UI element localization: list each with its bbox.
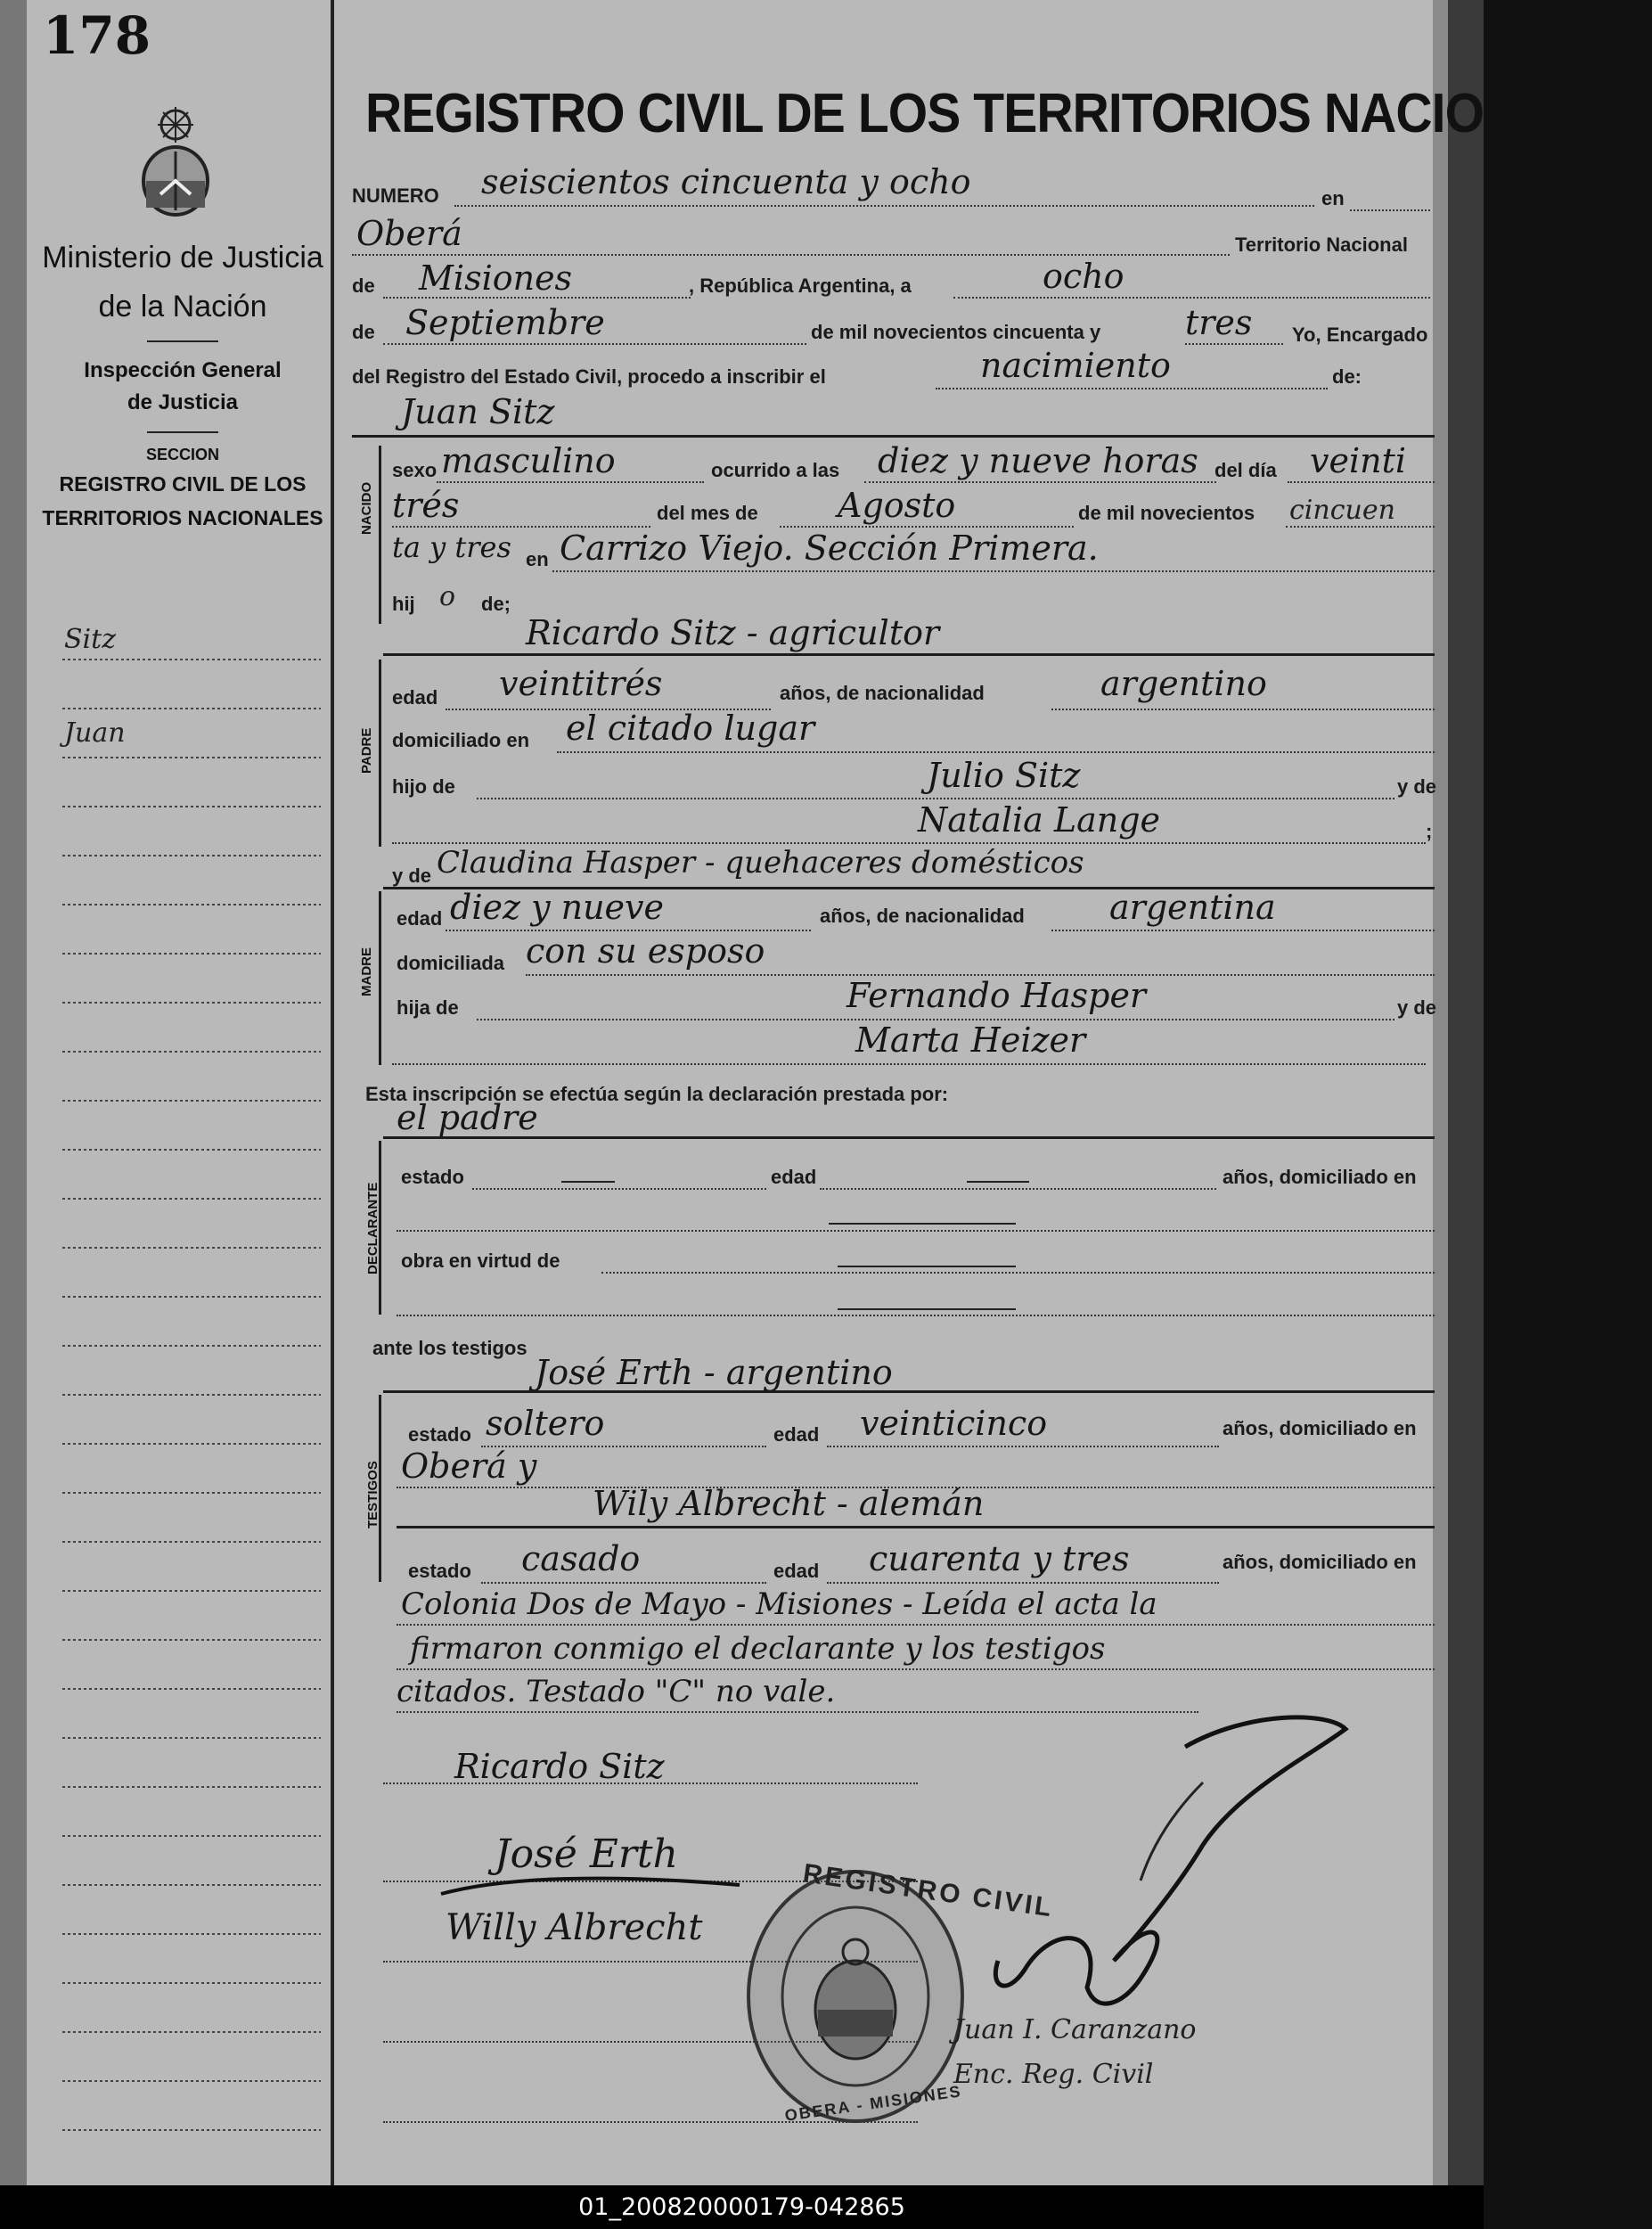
dots-padre-nac (1051, 709, 1435, 710)
signature-2: José Erth (495, 1832, 678, 1877)
label-semicolon: ; (1426, 820, 1433, 842)
label-yo-encargado: Yo, Encargado (1292, 324, 1428, 346)
bracket-madre (379, 891, 381, 1065)
label-inscripcion: Esta inscripción se efectúa según la declaración prestada por: (365, 1083, 949, 1105)
label-de-1: de (352, 275, 375, 297)
dash-obra (838, 1266, 1016, 1267)
dots-en (1350, 209, 1430, 211)
entry-lugar: Oberá (356, 214, 462, 253)
dots-mes-nac (780, 526, 1074, 528)
entry-dia-nac: veinti (1310, 441, 1407, 480)
entry-anio-nac1: cincuen (1289, 495, 1395, 526)
dots-obra (601, 1272, 1435, 1274)
dots-t2-edad (827, 1582, 1219, 1584)
label-obra: obra en virtud de (401, 1250, 560, 1272)
entry-t1-estado: soltero (486, 1404, 605, 1443)
dash-decl-edad (967, 1181, 1029, 1183)
document-title: REGISTRO CIVIL DE LOS TERRITORIOS NACIONALES (365, 83, 1652, 144)
dots-cierre2 (397, 1668, 1435, 1670)
entry-t2-edad: cuarenta y tres (869, 1539, 1130, 1578)
entry-t2-estado: casado (521, 1539, 641, 1578)
label-hija-de: hija de (397, 996, 459, 1019)
entry-madre-nac: argentina (1109, 888, 1276, 927)
label-estado-t1: estado (408, 1423, 471, 1446)
signature-1: Ricardo Sitz (454, 1747, 665, 1786)
entry-madre-nombre: Claudina Hasper - quehaceres domésticos (437, 845, 1084, 881)
dots-numero (454, 205, 1314, 207)
dots-sexo (437, 481, 704, 483)
label-edad-decl: edad (771, 1166, 817, 1188)
entry-t1-edad: veinticinco (860, 1404, 1048, 1443)
entry-lugar-nac: Carrizo Viejo. Sección Primera. (560, 529, 1099, 568)
label-anos-dom-t1: años, domiciliado en (1223, 1417, 1417, 1439)
entry-padre-edad: veintitrés (499, 664, 663, 703)
entry-padre-nac: argentino (1100, 664, 1267, 703)
entry-mes: Septiembre (405, 303, 605, 342)
official-signature-icon (971, 1693, 1363, 2050)
label-hij: hij (392, 593, 415, 615)
dash-decl-dom (829, 1223, 1016, 1225)
dots-madre-madre (392, 1063, 1426, 1065)
dots-madre-nac (1051, 930, 1435, 931)
rule-nombre (352, 435, 1435, 438)
inspection-line2: de Justicia (127, 390, 239, 414)
sidebar-rule-2 (147, 431, 218, 433)
dots-dia (953, 297, 1430, 299)
entry-hij-letter: o (439, 581, 456, 612)
label-y-de-padre: y de (1397, 775, 1437, 798)
label-edad-t1: edad (773, 1423, 820, 1446)
label-domiciliada: domiciliada (397, 952, 505, 974)
entry-madre-dom: con su esposo (526, 931, 765, 971)
page-left-edge (0, 0, 27, 2185)
label-en: en (1321, 187, 1345, 209)
label-registro-line: del Registro del Estado Civil, procedo a inscribir el (352, 365, 826, 388)
section-line1: REGISTRO CIVIL DE LOS (59, 472, 307, 496)
dots-mes (383, 343, 806, 345)
dots-cierre1 (397, 1624, 1435, 1626)
entry-padre-nombre: Ricardo Sitz - agricultor (526, 613, 940, 652)
official-name: Juan I. Caranzano (953, 2014, 1197, 2045)
rule-declarante (383, 1136, 1435, 1139)
signature-underline-icon (437, 1867, 748, 1903)
dots-obra2 (397, 1315, 1435, 1316)
label-y-de-madre2: y de (1397, 996, 1437, 1019)
section-label: SECCION (145, 446, 219, 463)
side-label-declarante: DECLARANTE (365, 1182, 380, 1274)
label-territorio: Territorio Nacional (1235, 234, 1408, 256)
entry-cierre1: Colonia Dos de Mayo - Misiones - Leída el acta la (401, 1586, 1157, 1622)
page-right-edge-light (1433, 0, 1448, 2185)
margin-ruled-lines (62, 624, 330, 2157)
label-del-mes: del mes de (657, 502, 758, 524)
dots-padre-padre (477, 798, 1394, 799)
label-del-dia: del día (1214, 459, 1277, 481)
label-de-semi: de; (481, 593, 511, 615)
entry-padre-padre: Julio Sitz (927, 756, 1081, 795)
entry-madre-madre: Marta Heizer (855, 1020, 1086, 1060)
dots-decl-estado (472, 1188, 766, 1190)
dots-acto (936, 388, 1328, 389)
rule-padre-nombre (383, 653, 1435, 656)
stamp-text-top: REGISTRO CIVIL (801, 1858, 1056, 1923)
side-label-padre: PADRE (359, 727, 374, 774)
ministry-line1: Ministerio de Justicia (42, 241, 323, 275)
label-anos-nac-madre: años, de nacionalidad (820, 905, 1025, 927)
label-numero: NUMERO (352, 184, 439, 207)
entry-hora: diez y nueve horas (878, 441, 1198, 480)
dots-t2-estado (481, 1582, 766, 1584)
label-hijo-de: hijo de (392, 775, 455, 798)
dots-decl-dom (397, 1230, 1435, 1232)
entry-declarante: el padre (397, 1098, 538, 1137)
side-label-madre: MADRE (359, 947, 374, 996)
label-ante-testigos: ante los testigos (372, 1337, 527, 1359)
entry-t1-dom: Oberá y (401, 1446, 537, 1486)
dots-anio (1185, 343, 1283, 345)
label-estado-t2: estado (408, 1560, 471, 1582)
entry-madre-padre: Fernando Hasper (846, 976, 1147, 1015)
column-divider (331, 0, 334, 2185)
entry-mes-nac: Agosto (838, 486, 956, 525)
dots-anio-nac1 (1286, 526, 1435, 528)
coat-of-arms-icon (134, 105, 218, 219)
dots-decl-edad (820, 1188, 1216, 1190)
dots-lugar-nac (552, 570, 1435, 572)
label-de-mil-novecientos: de mil novecientos (1078, 502, 1255, 524)
entry-sexo: masculino (441, 441, 616, 480)
label-edad-t2: edad (773, 1560, 820, 1582)
section-line2: TERRITORIOS NACIONALES (42, 506, 323, 529)
label-en-lugar: en (526, 548, 549, 570)
entry-anio: tres (1185, 303, 1253, 342)
entry-anio-nac2: ta y tres (392, 530, 511, 564)
footer-id: 01_200820000179-042865 (0, 2185, 1484, 2229)
bracket-nacido (379, 446, 381, 624)
rule-testigo1 (383, 1390, 1435, 1393)
entry-dia: ocho (1043, 257, 1125, 296)
label-domiciliado-padre: domiciliado en (392, 729, 530, 751)
inspection-line1: Inspección General (84, 358, 282, 382)
dots-dia-nac (1288, 481, 1435, 483)
entry-acto: nacimiento (980, 346, 1171, 385)
sidebar-rule-1 (147, 340, 218, 342)
dots-dia-nac2 (392, 526, 650, 528)
bracket-padre (379, 660, 381, 847)
dots-lugar (352, 254, 1230, 256)
margin-surname: Sitz (64, 624, 117, 655)
label-mil-cincuenta: de mil novecientos cincuenta y (811, 321, 1101, 343)
entry-cierre3: citados. Testado "C" no vale. (397, 1674, 836, 1709)
entry-testigo2: Wily Albrecht - alemán (593, 1484, 985, 1523)
label-republica: , República Argentina, a (689, 275, 912, 297)
entry-territorio: Misiones (419, 258, 573, 298)
label-anos-dom-decl: años, domiciliado en (1223, 1166, 1417, 1188)
ministry-line2: de la Nación (98, 290, 267, 324)
side-label-testigos: TESTIGOS (365, 1461, 380, 1528)
label-edad-madre: edad (397, 907, 443, 930)
label-y-de-madre: y de (392, 865, 432, 887)
dots-padre-dom (557, 751, 1435, 753)
entry-dia-nac2: trés (392, 486, 460, 525)
label-de-colon: de: (1332, 365, 1362, 388)
rule-testigo2 (397, 1526, 1435, 1528)
entry-cierre2: firmaron conmigo el declarante y los testigos (410, 1631, 1106, 1667)
page-right-edge (1448, 0, 1484, 2185)
label-ocurrido: ocurrido a las (711, 459, 840, 481)
label-de-2: de (352, 321, 375, 343)
dots-t1-edad (827, 1446, 1219, 1447)
dots-padre-madre (392, 842, 1426, 844)
dash-obra2 (838, 1308, 1016, 1310)
label-estado-decl: estado (401, 1166, 464, 1188)
side-label-nacido: NACIDO (359, 481, 374, 535)
entry-madre-edad: diez y nueve (450, 888, 665, 927)
label-sexo: sexo (392, 459, 438, 481)
entry-testigo1: José Erth - argentino (535, 1353, 893, 1392)
entry-padre-madre: Natalia Lange (918, 800, 1161, 840)
label-anos-dom-t2: años, domiciliado en (1223, 1551, 1417, 1573)
stamp-text-bottom: OBERA - MISIONES (783, 2082, 963, 2125)
official-title: Enc. Reg. Civil (953, 2059, 1154, 2090)
label-anos-nac-padre: años, de nacionalidad (780, 682, 985, 704)
margin-name: Juan (64, 717, 126, 749)
dots-hora (864, 481, 1216, 483)
entry-padre-dom: el citado lugar (566, 709, 815, 748)
dash-decl-estado (561, 1181, 615, 1183)
entry-numero: seiscientos cincuenta y ocho (481, 162, 971, 201)
page-number: 178 (43, 5, 151, 66)
signature-3: Willy Albrecht (446, 1907, 703, 1948)
entry-nombre: Juan Sitz (401, 392, 555, 431)
label-edad-padre: edad (392, 686, 438, 709)
